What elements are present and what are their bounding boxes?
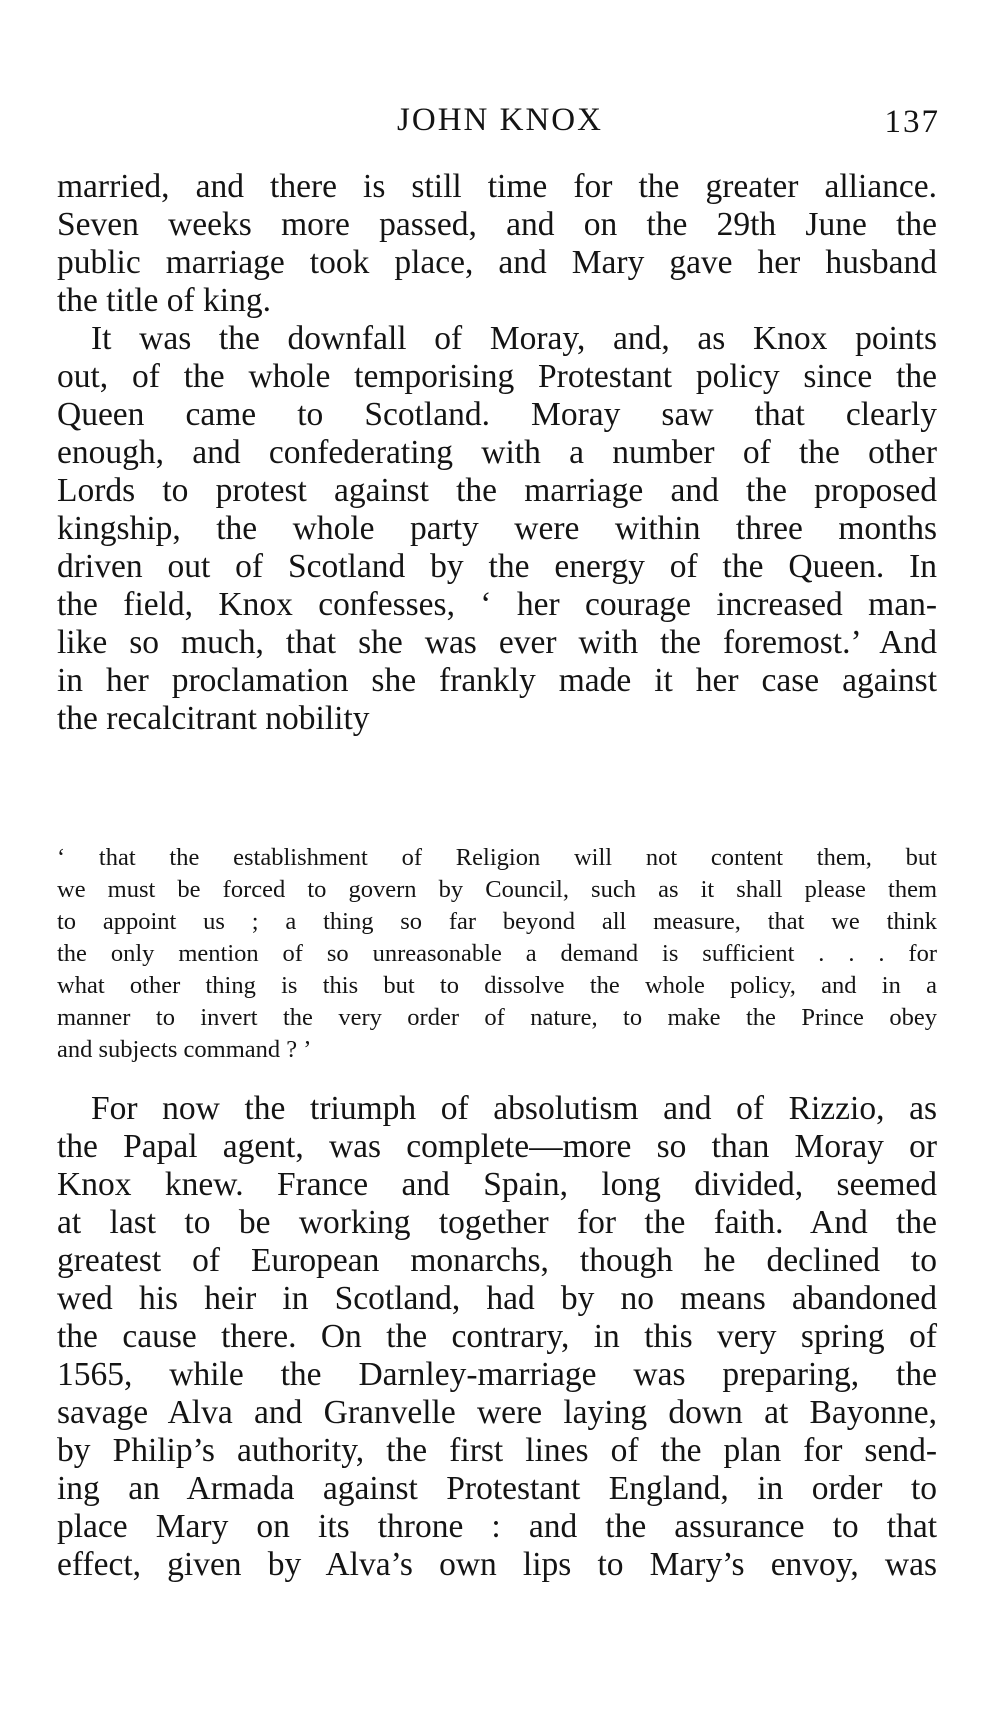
text-line: effect, given by Alva’s own lips to Mary’s envoy, was <box>57 1546 937 1583</box>
text-line: like so much, that she was ever with the foremost.’ And <box>57 624 937 661</box>
text-line: out, of the whole temporising Protestant policy since the <box>57 358 937 395</box>
paragraph-2 <box>57 320 937 738</box>
text-line: in her proclamation she frankly made it her case against <box>57 662 937 699</box>
text-line: by Philip’s authority, the first lines of the plan for send- <box>57 1432 937 1469</box>
text-line: kingship, the whole party were within three months <box>57 510 937 547</box>
text-line: the cause there. On the contrary, in this very spring of <box>57 1318 937 1355</box>
running-title: JOHN KNOX <box>397 102 603 138</box>
text-line: the recalcitrant nobility <box>57 700 370 737</box>
text-line: the Papal agent, was complete—more so than Moray or <box>57 1128 937 1165</box>
text-line: place Mary on its throne : and the assurance to that <box>57 1508 937 1545</box>
block-quote <box>57 842 937 1066</box>
quote-line: ‘ that the establishment of Religion will not content them, but <box>57 844 937 871</box>
running-head <box>60 100 940 150</box>
text-line: enough, and confederating with a number of the other <box>57 434 937 471</box>
quote-line: manner to invert the very order of nature, to make the Prince obey <box>57 1004 937 1031</box>
paragraph-3 <box>57 1090 937 1584</box>
text-line: savage Alva and Granvelle were laying down at Bayonne, <box>57 1394 937 1431</box>
text-line: wed his heir in Scotland, had by no means abandoned <box>57 1280 937 1317</box>
text-line: the title of king. <box>57 282 271 319</box>
text-line: Seven weeks more passed, and on the 29th June the <box>57 206 937 243</box>
quote-line: and subjects command ? ’ <box>57 1036 312 1063</box>
text-line: at last to be working together for the faith. And the <box>57 1204 937 1241</box>
text-line: public marriage took place, and Mary gave her husband <box>57 244 937 281</box>
text-line: the field, Knox confesses, ‘ her courage increased man- <box>57 586 937 623</box>
text-line: ing an Armada against Protestant England, in order to <box>57 1470 937 1507</box>
quote-line: the only mention of so unreasonable a demand is sufficient . . . for <box>57 940 937 967</box>
paragraph-1 <box>57 168 937 320</box>
text-line: 1565, while the Darnley-marriage was preparing, the <box>57 1356 937 1393</box>
text-line: Queen came to Scotland. Moray saw that clearly <box>57 396 937 433</box>
text-line: married, and there is still time for the greater alliance. <box>57 168 937 205</box>
text-line: Lords to protest against the marriage and the proposed <box>57 472 937 509</box>
quote-line: what other thing is this but to dissolve the whole policy, and in a <box>57 972 937 999</box>
text-line: For now the triumph of absolutism and of Rizzio, as <box>91 1090 937 1127</box>
text-line: It was the downfall of Moray, and, as Knox points <box>91 320 937 357</box>
text-line: driven out of Scotland by the energy of the Queen. In <box>57 548 937 585</box>
text-line: greatest of European monarchs, though he declined to <box>57 1242 937 1279</box>
quote-line: we must be forced to govern by Council, such as it shall please them <box>57 876 937 903</box>
page-number: 137 <box>884 104 940 140</box>
text-line: Knox knew. France and Spain, long divided, seemed <box>57 1166 937 1203</box>
quote-line: to appoint us ; a thing so far beyond all measure, that we think <box>57 908 937 935</box>
